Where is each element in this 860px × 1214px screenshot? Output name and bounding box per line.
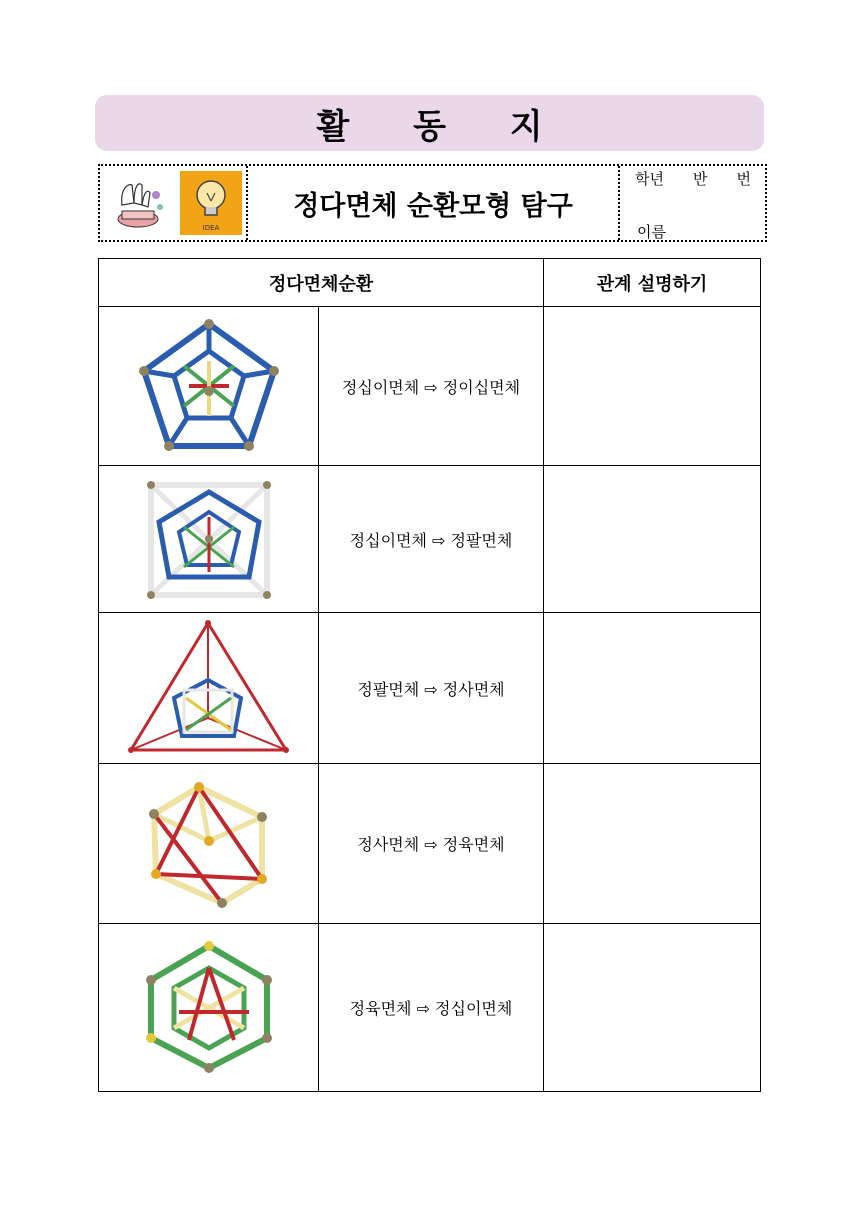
relation-text: 정십이면체 ⇨ 정팔면체 xyxy=(319,466,544,613)
table-row xyxy=(99,613,761,764)
header-logo-area xyxy=(100,166,248,240)
lightbulb-icon xyxy=(180,171,242,235)
relation-text: 정팔면체 ⇨ 정사면체 xyxy=(319,613,544,764)
table-header-row xyxy=(99,259,761,307)
explanation-cell[interactable] xyxy=(544,924,761,1092)
header-box xyxy=(98,164,767,242)
table-row xyxy=(99,924,761,1092)
model-image-cell xyxy=(99,307,319,466)
activity-table xyxy=(98,258,761,1092)
relation-text: 정육면체 ⇨ 정십이면체 xyxy=(319,924,544,1092)
explanation-cell[interactable] xyxy=(544,466,761,613)
class-label: 반 xyxy=(692,170,708,188)
table-row xyxy=(99,466,761,613)
dodecahedron-icosahedron-model-image xyxy=(134,316,284,456)
column-header-cycle: 정다면체순환 xyxy=(99,259,544,307)
model-image-cell xyxy=(99,924,319,1092)
table-row xyxy=(99,307,761,466)
explanation-cell[interactable] xyxy=(544,613,761,764)
table-row xyxy=(99,764,761,924)
hand-icon xyxy=(114,175,166,231)
student-info xyxy=(620,166,765,240)
activity-topic: 정다면체 순환모형 탐구 xyxy=(248,166,620,240)
cube-dodecahedron-model-image xyxy=(139,940,279,1075)
grade-label: 학년 xyxy=(635,170,664,188)
explanation-cell[interactable] xyxy=(544,307,761,466)
number-label: 번 xyxy=(736,170,751,188)
explanation-cell[interactable] xyxy=(544,764,761,924)
logo-text: IDEA xyxy=(202,224,220,232)
name-label: 이름 xyxy=(637,223,666,241)
relation-text: 정사면체 ⇨ 정육면체 xyxy=(319,764,544,924)
tetrahedron-cube-model-image xyxy=(144,779,274,909)
octahedron-tetrahedron-model-image xyxy=(126,618,291,758)
title-banner xyxy=(95,95,764,151)
model-image-cell xyxy=(99,613,319,764)
relation-text: 정십이면체 ⇨ 정이십면체 xyxy=(319,307,544,466)
model-image-cell xyxy=(99,764,319,924)
model-image-cell xyxy=(99,466,319,613)
page-title: 활 동 지 xyxy=(316,106,569,147)
column-header-explain: 관계 설명하기 xyxy=(544,259,761,307)
dodecahedron-octahedron-model-image xyxy=(139,477,279,602)
